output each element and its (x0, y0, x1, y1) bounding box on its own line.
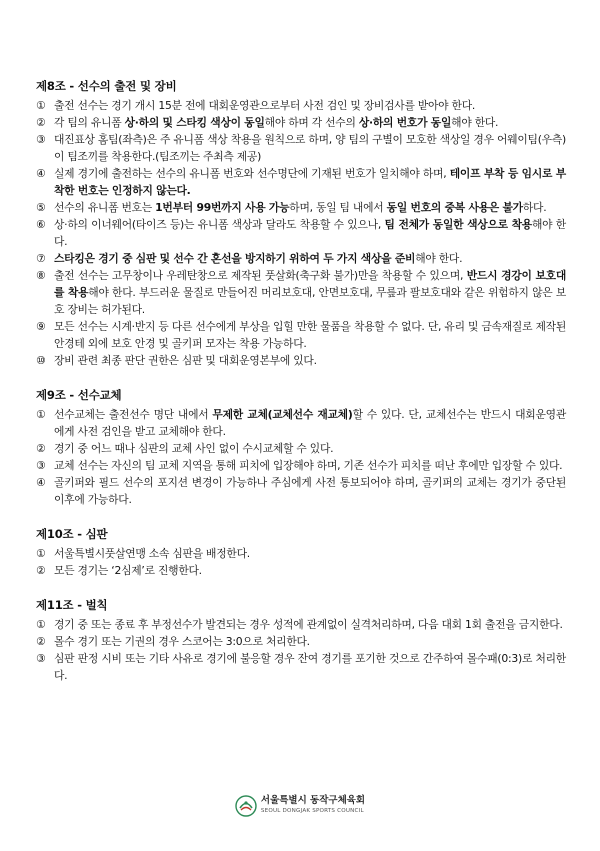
clause-item (36, 318, 566, 352)
clause-text: 해야 한다. (415, 252, 463, 265)
clause-text: 출전 선수는 경기 개시 15분 전에 대회운영관으로부터 사전 검인 및 장비검사를 받아야 한다. (54, 99, 476, 112)
clause-item (36, 267, 566, 318)
sections (36, 78, 566, 684)
clause-number: ⑩ (36, 354, 46, 367)
clause-number: ③ (36, 652, 46, 665)
clause-text: 해야 한다. (451, 116, 499, 129)
clause-item (36, 616, 566, 633)
clause-item (36, 633, 566, 650)
org-name-english: SEOUL DONGJAK SPORTS COUNCIL (260, 808, 364, 814)
clause-text-bold: 상·하의 및 스타킹 색상이 동일 (124, 116, 265, 129)
clause-text: 할 수 있다. 단, 교체선수는 반드시 대회운영관에게 사전 검인을 받고 교체해야 한다. (54, 408, 567, 438)
footer (0, 795, 600, 821)
clause-text-bold: 동일 번호의 중복 사용은 불가 (386, 201, 523, 214)
clause-text: 교체 선수는 자신의 팀 교체 지역을 통해 피치에 입장해야 하며, 기존 선수가 피치를 떠난 후에만 입장할 수 있다. (54, 459, 563, 472)
clause-number: ⑤ (36, 201, 46, 214)
clause-text: 해야 한다. (54, 218, 566, 248)
clause-number: ① (36, 618, 46, 631)
clause-text: 해야 하며 각 선수의 (264, 116, 359, 129)
clause-item (36, 440, 566, 457)
clause-item (36, 97, 566, 114)
article-heading: 제11조 - 벌칙 (36, 598, 108, 612)
clause-text: 실제 경기에 출전하는 선수의 유니폼 번호와 선수명단에 기재된 번호가 일치해야 하며, (54, 167, 450, 180)
clause-item (36, 250, 566, 267)
clause-text-bold: 상·하의 번호가 동일 (358, 116, 452, 129)
clause-number: ① (36, 547, 46, 560)
clause-text: 해야 한다. 부드러운 물질로 만들어진 머리보호대, 안면보호대, 무릎과 팔보호대와 같은 위험하지 않은 보호 장비는 허가된다. (54, 286, 566, 316)
clause-number: ① (36, 408, 46, 421)
document-body (36, 78, 566, 702)
clause-item (36, 352, 566, 369)
clause-item (36, 199, 566, 216)
clause-text: 서울특별시풋살연맹 소속 심판을 배정한다. (54, 547, 250, 560)
clause-number: ⑨ (36, 320, 46, 333)
clause-text: 심판 판정 시비 또는 기타 사유로 경기에 불응할 경우 잔여 경기를 포기한 것으로 간주하여 몰수패(0:3)로 처리한다. (54, 652, 566, 682)
clause-item (36, 562, 566, 579)
clause-text-bold: 팀 전체가 동일한 색상으로 착용 (384, 218, 532, 231)
clause-text: 경기 중 또는 종료 후 부정선수가 발견되는 경우 성적에 관계없이 실격처리하며, 다음 대회 1회 출전을 금지한다. (54, 618, 563, 631)
clause-text-bold: 테이프 부착 등 임시로 부착한 번호는 인정하지 않는다. (54, 167, 566, 197)
org-name (261, 795, 365, 817)
clause-text: 모든 경기는 ‘2심제’로 진행한다. (54, 564, 202, 577)
clause-number: ③ (36, 459, 46, 472)
clause-item (36, 165, 566, 199)
clause-text: 출전 선수는 고무창이나 우레탄창으로 제작된 풋살화(축구화 불가)만을 착용할 수 있으며, (54, 269, 467, 282)
clause-number: ④ (36, 476, 46, 489)
clause-text: 선수교체는 출전선수 명단 내에서 (54, 408, 213, 421)
clause-text: 모든 선수는 시계·반지 등 다른 선수에게 부상을 입힐 만한 물품을 착용할 수 없다. 단, 유리 및 금속재질로 제작된 안경테 외에 보호 안경 및 골키퍼 모자는 착용 가능하다. (54, 320, 566, 350)
clause-item (36, 545, 566, 562)
article-heading: 제8조 - 선수의 출전 및 장비 (36, 79, 177, 93)
article-section (36, 78, 566, 369)
clause-item (36, 406, 566, 440)
org-name-korean: 서울특별시 동작구체육회 (260, 795, 366, 806)
article-heading: 제10조 - 심판 (36, 527, 108, 541)
clause-number: ② (36, 442, 46, 455)
clause-text: 장비 관련 최종 판단 권한은 심판 및 대회운영본부에 있다. (54, 354, 317, 367)
clause-text-bold: 1번부터 99번까지 사용 가능 (155, 201, 290, 214)
article-section (36, 597, 566, 684)
clause-item (36, 131, 566, 165)
clause-text: 상·하의 이너웨어(타이즈 등)는 유니폼 색상과 달라도 착용할 수 있으나, (54, 218, 385, 231)
clause-item (36, 114, 566, 131)
article-section (36, 387, 566, 508)
clause-number: ② (36, 116, 46, 129)
clause-text: 대진표상 홈팀(좌측)은 주 유니폼 색상 착용을 원칙으로 하며, 양 팀의 구별이 모호한 색상일 경우 어웨이팀(우측)이 팀조끼를 착용한다.(팀조끼는 주최측 제공) (54, 133, 566, 163)
clause-number: ③ (36, 133, 46, 146)
clause-number: ② (36, 635, 46, 648)
clause-text: 골키퍼와 필드 선수의 포지션 변경이 가능하나 주심에게 사전 통보되어야 하며, 골키퍼의 교체는 경기가 중단된 이후에 가능하다. (54, 476, 566, 506)
council-logo-icon (235, 795, 257, 817)
clause-number: ② (36, 564, 46, 577)
clause-number: ④ (36, 167, 46, 180)
clause-text-bold: 스타킹은 경기 중 심판 및 선수 간 혼선을 방지하기 위하여 두 가지 색상을 준비 (54, 252, 416, 265)
footer-branding (235, 795, 365, 817)
clause-text: 하다. (522, 201, 547, 214)
clause-number: ⑥ (36, 218, 46, 231)
clause-item (36, 650, 566, 684)
clause-text: 경기 중 어느 때나 심판의 교체 사인 없이 수시교체할 수 있다. (54, 442, 334, 455)
clause-number: ⑧ (36, 269, 46, 282)
clause-text: 선수의 유니폼 번호는 (54, 201, 156, 214)
clause-text: 각 팀의 유니폼 (54, 116, 125, 129)
clause-text: 몰수 경기 또는 기권의 경우 스코어는 3:0으로 처리한다. (54, 635, 310, 648)
article-section (36, 526, 566, 579)
clause-item (36, 474, 566, 508)
clause-text-bold: 반드시 경강이 보호대를 착용 (54, 269, 566, 299)
article-heading: 제9조 - 선수교체 (36, 388, 122, 402)
clause-text-bold: 무제한 교체(교체선수 재교체) (212, 408, 353, 421)
clause-number: ⑦ (36, 252, 46, 265)
clause-item (36, 457, 566, 474)
clause-text: 하며, 동일 팀 내에서 (289, 201, 387, 214)
clause-item (36, 216, 566, 250)
clause-number: ① (36, 99, 46, 112)
